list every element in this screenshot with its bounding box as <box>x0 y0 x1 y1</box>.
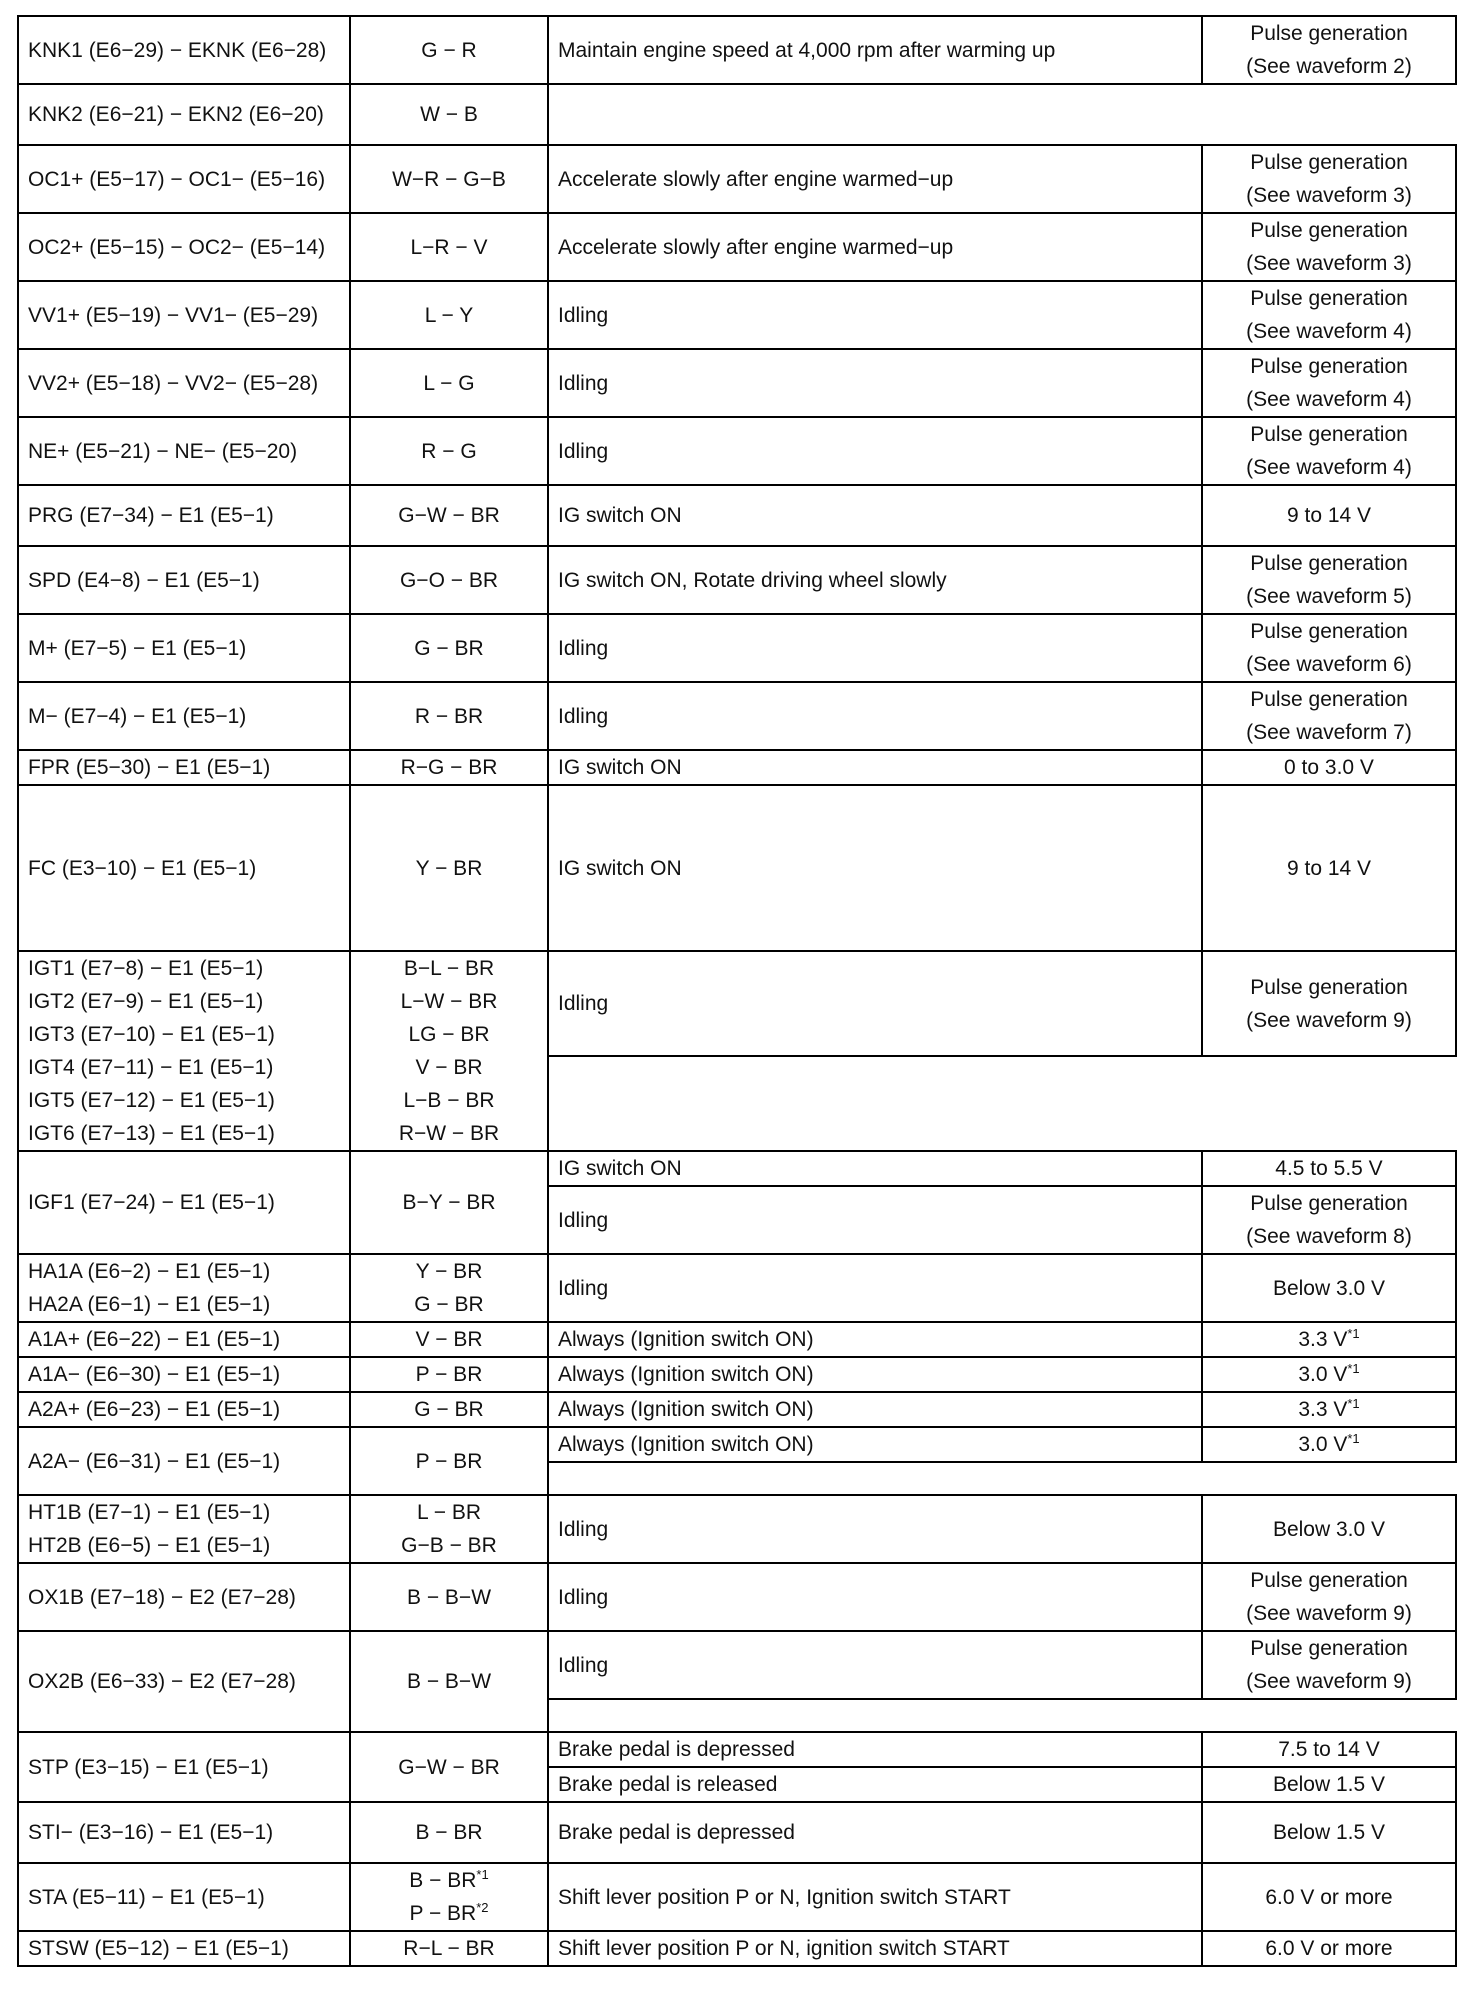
cell-line: B−Y − BR <box>402 1191 496 1214</box>
cell-line: IGT1 (E7−8) − E1 (E5−1) <box>28 957 264 980</box>
terminal-cell <box>18 1254 350 1322</box>
cell-line: R − G <box>421 439 477 463</box>
wiring-color-cell <box>350 485 548 546</box>
cell-line: (See waveform 4) <box>1246 388 1412 411</box>
cell-line: (See waveform 6) <box>1246 653 1412 676</box>
condition-cell: Brake pedal is released <box>548 1767 1202 1802</box>
wiring-color-cell <box>350 1495 548 1563</box>
cell-line: L−B − BR <box>403 1089 495 1112</box>
wiring-color-cell <box>350 281 548 349</box>
specified-condition-cell <box>1202 417 1456 485</box>
terminal-cell <box>18 1357 350 1392</box>
cell-line: Below 1.5 V <box>1272 1821 1386 1844</box>
cell-line: G−O − BR <box>399 568 499 592</box>
cell-line: Pulse generation <box>1250 151 1408 174</box>
table-row <box>18 1427 1456 1462</box>
table-row <box>18 1254 1456 1322</box>
cell-line: Pulse generation <box>1250 975 1408 999</box>
cell-line: P − BR <box>415 1449 483 1473</box>
cell-line: (See waveform 4) <box>1246 320 1412 343</box>
condition-cell: Always (Ignition switch ON) <box>548 1357 1202 1392</box>
condition-cell: IG switch ON <box>548 1151 1202 1186</box>
cell-line: Pulse generation <box>1250 423 1408 446</box>
cell-line: OC2+ (E5−15) − OC2− (E5−14) <box>28 235 326 259</box>
wiring-color-cell <box>350 213 548 281</box>
wiring-color-cell <box>350 546 548 614</box>
condition-cell: IG switch ON <box>548 750 1202 785</box>
cell-line: M+ (E7−5) − E1 (E5−1) <box>28 636 247 660</box>
cell-line: (See waveform 2) <box>1246 55 1412 78</box>
cell-line: L − Y <box>424 303 474 327</box>
condition-cell: Always (Ignition switch ON) <box>548 1427 1202 1462</box>
specified-condition-cell <box>1202 1732 1456 1767</box>
condition-cell: Idling <box>548 1495 1202 1563</box>
specified-condition-cell <box>1202 145 1456 213</box>
table-row <box>18 1732 1456 1767</box>
specified-condition-cell <box>1202 1254 1456 1322</box>
condition-cell: Idling <box>548 281 1202 349</box>
cell-line: $B - BR^{*1}$ <box>409 1867 489 1892</box>
condition-cell: Shift lever position P or N, Ignition switch START <box>548 1863 1202 1931</box>
cell-line: IGT3 (E7−10) − E1 (E5−1) <box>28 1023 275 1046</box>
cell-line: IGT4 (E7−11) − E1 (E5−1) <box>28 1056 274 1079</box>
condition-cell: Idling <box>548 951 1202 1056</box>
specified-condition-cell <box>1202 1186 1456 1254</box>
terminal-cell <box>18 546 350 614</box>
cell-line: KNK1 (E6−29) − EKNK (E6−28) <box>28 38 327 62</box>
condition-cell: Idling <box>548 1186 1202 1254</box>
wiring-color-cell <box>350 84 548 145</box>
cell-line: FPR (E5−30) − E1 (E5−1) <box>28 756 271 779</box>
table-row <box>18 1151 1456 1186</box>
cell-line: 7.5 to 14 V <box>1278 1738 1380 1761</box>
wiring-color-cell <box>350 1427 548 1495</box>
terminal-cell <box>18 485 350 546</box>
specified-condition-cell <box>1202 785 1456 951</box>
condition-cell: Brake pedal is depressed <box>548 1732 1202 1767</box>
cell-line: IGT2 (E7−9) − E1 (E5−1) <box>28 990 264 1013</box>
cell-line: Pulse generation <box>1250 1569 1408 1592</box>
cell-line: Pulse generation <box>1250 287 1408 310</box>
condition-cell: Idling <box>548 1563 1202 1631</box>
wiring-color-cell <box>350 417 548 485</box>
cell-line: 0 to 3.0 V <box>1284 756 1374 779</box>
cell-line: R−W − BR <box>398 1122 500 1145</box>
cell-line: STA (E5−11) − E1 (E5−1) <box>28 1885 265 1909</box>
cell-line: Y − BR <box>415 1260 483 1283</box>
footnote-marker: *1 <box>476 1867 489 1882</box>
footnote-marker: *1 <box>1347 1396 1360 1411</box>
wiring-color-cell <box>350 349 548 417</box>
specified-condition-cell <box>1202 281 1456 349</box>
cell-line: Pulse generation <box>1250 1192 1408 1215</box>
cell-line: NE+ (E5−21) − NE− (E5−20) <box>28 439 298 463</box>
cell-line: Pulse generation <box>1250 552 1408 575</box>
cell-line: (See waveform 3) <box>1246 184 1412 207</box>
cell-line: IGT5 (E7−12) − E1 (E5−1) <box>28 1089 275 1112</box>
cell-line: Below 3.0 V <box>1272 1517 1386 1541</box>
terminal-cell <box>18 682 350 750</box>
table-row <box>18 1631 1456 1699</box>
terminal-cell <box>18 281 350 349</box>
wiring-color-cell <box>350 16 548 84</box>
cell-line: R−G − BR <box>400 756 498 779</box>
specified-condition-cell <box>1202 1863 1456 1931</box>
specified-condition-cell <box>1202 682 1456 750</box>
terminal-spec-body <box>18 16 1456 1966</box>
specified-condition-cell <box>1202 1322 1456 1357</box>
table-row <box>18 417 1456 485</box>
cell-line: Pulse generation <box>1250 620 1408 643</box>
table-row <box>18 1322 1456 1357</box>
terminal-cell <box>18 84 350 145</box>
terminal-cell <box>18 1802 350 1863</box>
cell-line: A1A− (E6−30) − E1 (E5−1) <box>28 1363 281 1386</box>
cell-line: Below 1.5 V <box>1272 1773 1386 1796</box>
cell-line: Pulse generation <box>1250 355 1408 378</box>
cell-line: W − B <box>420 103 478 126</box>
cell-line: Y − BR <box>415 856 483 880</box>
table-row <box>18 349 1456 417</box>
table-row <box>18 1802 1456 1863</box>
wiring-color-cell <box>350 1931 548 1966</box>
cell-line: Below 3.0 V <box>1272 1276 1386 1300</box>
cell-line: G − BR <box>414 636 484 660</box>
cell-line: B − B−W <box>406 1585 492 1609</box>
specified-condition-cell <box>1202 349 1456 417</box>
table-row <box>18 16 1456 50</box>
wiring-color-cell <box>350 1322 548 1357</box>
cell-line: L−W − BR <box>400 990 498 1013</box>
condition-cell: IG switch ON <box>548 485 1202 546</box>
footnote-marker: *1 <box>1347 1361 1360 1376</box>
cell-line: Pulse generation <box>1250 219 1408 242</box>
specified-condition-cell <box>1202 1427 1456 1462</box>
terminal-cell <box>18 951 350 1151</box>
condition-cell: IG switch ON, Rotate driving wheel slowly <box>548 546 1202 614</box>
cell-line: OX1B (E7−18) − E2 (E7−28) <box>28 1585 296 1609</box>
condition-cell: Accelerate slowly after engine warmed−up <box>548 145 1202 213</box>
table-row <box>18 785 1456 951</box>
condition-cell: Idling <box>548 349 1202 417</box>
cell-line: FC (E3−10) − E1 (E5−1) <box>28 856 257 880</box>
cell-line: IGF1 (E7−24) − E1 (E5−1) <box>28 1191 275 1214</box>
cell-line: V − BR <box>415 1328 483 1351</box>
cell-line: A2A+ (E6−23) − E1 (E5−1) <box>28 1398 281 1421</box>
cell-line: G − BR <box>414 1398 484 1421</box>
cell-line: HA1A (E6−2) − E1 (E5−1) <box>28 1260 271 1283</box>
table-row <box>18 485 1456 546</box>
table-row <box>18 1392 1456 1427</box>
condition-cell: Always (Ignition switch ON) <box>548 1322 1202 1357</box>
footnote-marker: *2 <box>476 1900 489 1915</box>
wiring-color-cell <box>350 614 548 682</box>
wiring-color-cell <box>350 1631 548 1732</box>
cell-line: L − G <box>423 371 475 395</box>
specified-condition-cell <box>1202 213 1456 281</box>
table-row <box>18 682 1456 750</box>
terminal-cell <box>18 614 350 682</box>
cell-line: $P - BR^{*2}$ <box>409 1900 489 1925</box>
cell-line: Pulse generation <box>1250 688 1408 711</box>
wiring-color-cell <box>350 951 548 1151</box>
cell-line: KNK2 (E6−21) − EKN2 (E6−20) <box>28 103 324 126</box>
table-row <box>18 1863 1456 1931</box>
condition-cell: Idling <box>548 1631 1202 1699</box>
wiring-color-cell <box>350 1151 548 1254</box>
table-row <box>18 281 1456 349</box>
table-row <box>18 84 1456 145</box>
wiring-color-cell <box>350 1563 548 1631</box>
condition-cell: Idling <box>548 614 1202 682</box>
cell-line: STI− (E3−16) − E1 (E5−1) <box>28 1821 274 1844</box>
wiring-color-cell <box>350 1254 548 1322</box>
table-row <box>18 750 1456 785</box>
cell-line: L − BR <box>416 1501 481 1524</box>
terminal-spec-table <box>17 15 1457 1967</box>
wiring-color-cell <box>350 785 548 951</box>
condition-cell: Accelerate slowly after engine warmed−up <box>548 213 1202 281</box>
cell-line: 4.5 to 5.5 V <box>1275 1157 1383 1180</box>
terminal-cell <box>18 213 350 281</box>
terminal-cell <box>18 1322 350 1357</box>
terminal-cell <box>18 417 350 485</box>
table-row <box>18 213 1456 281</box>
wiring-color-cell <box>350 1392 548 1427</box>
cell-line: OX2B (E6−33) − E2 (E7−28) <box>28 1670 296 1693</box>
terminal-cell <box>18 1931 350 1966</box>
table-row <box>18 1495 1456 1563</box>
table-row <box>18 546 1456 614</box>
condition-cell: Maintain engine speed at 4,000 rpm after warming up <box>548 16 1202 84</box>
table-row <box>18 1357 1456 1392</box>
cell-line: B−L − BR <box>403 957 495 980</box>
cell-line: G − BR <box>414 1293 484 1316</box>
cell-line: (See waveform 8) <box>1246 1225 1412 1248</box>
wiring-color-cell <box>350 1802 548 1863</box>
specified-condition-cell <box>1202 1563 1456 1631</box>
cell-line: (See waveform 9) <box>1246 1670 1412 1693</box>
cell-line: 6.0 V or more <box>1265 1937 1393 1960</box>
cell-line: Pulse generation <box>1250 1637 1408 1660</box>
specified-condition-cell <box>1202 951 1456 1056</box>
cell-line: A2A− (E6−31) − E1 (E5−1) <box>28 1449 281 1473</box>
wiring-color-cell <box>350 1357 548 1392</box>
cell-line: (See waveform 5) <box>1246 585 1412 608</box>
cell-line: L−R − V <box>410 235 488 259</box>
cell-line: V − BR <box>415 1056 483 1079</box>
wiring-color-cell <box>350 750 548 785</box>
specified-condition-cell <box>1202 1357 1456 1392</box>
cell-line: (See waveform 4) <box>1246 456 1412 479</box>
cell-line: 3.0 $V^{*1}$ <box>1298 1431 1360 1456</box>
cell-line: (See waveform 7) <box>1246 721 1412 744</box>
specified-condition-cell <box>1202 750 1456 785</box>
cell-line: STP (E3−15) − E1 (E5−1) <box>28 1755 269 1779</box>
specified-condition-cell <box>1202 1931 1456 1966</box>
cell-line: VV2+ (E5−18) − VV2− (E5−28) <box>28 371 319 395</box>
table-row <box>18 1563 1456 1631</box>
terminal-cell <box>18 1631 350 1732</box>
cell-line: HA2A (E6−1) − E1 (E5−1) <box>28 1293 271 1316</box>
cell-line: Pulse generation <box>1250 22 1408 45</box>
terminal-cell <box>18 16 350 84</box>
cell-line: B − B−W <box>406 1670 492 1693</box>
cell-line: SPD (E4−8) − E1 (E5−1) <box>28 568 260 592</box>
cell-line: 3.3 $V^{*1}$ <box>1298 1326 1360 1351</box>
terminal-cell <box>18 1732 350 1802</box>
condition-cell: Idling <box>548 682 1202 750</box>
wiring-color-cell <box>350 682 548 750</box>
cell-line: W−R − G−B <box>392 167 506 191</box>
condition-cell: IG switch ON <box>548 785 1202 951</box>
cell-line: G−B − BR <box>401 1534 497 1557</box>
cell-line: R−L − BR <box>403 1937 495 1960</box>
terminal-cell <box>18 1392 350 1427</box>
terminal-cell <box>18 1495 350 1563</box>
terminal-cell <box>18 785 350 951</box>
cell-line: 6.0 V or more <box>1265 1885 1393 1909</box>
cell-line: P − BR <box>415 1363 483 1386</box>
cell-line: (See waveform 9) <box>1246 1008 1412 1032</box>
condition-cell: Brake pedal is depressed <box>548 1802 1202 1863</box>
table-row <box>18 614 1456 682</box>
cell-line: G−W − BR <box>398 1755 500 1779</box>
terminal-cell <box>18 145 350 213</box>
terminal-cell <box>18 1151 350 1254</box>
table-row <box>18 951 1456 1056</box>
condition-cell: Always (Ignition switch ON) <box>548 1392 1202 1427</box>
condition-cell: Idling <box>548 417 1202 485</box>
specified-condition-cell <box>1202 1151 1456 1186</box>
cell-line: B − BR <box>415 1821 483 1844</box>
cell-line: 9 to 14 V <box>1286 856 1372 880</box>
specified-condition-cell <box>1202 1802 1456 1863</box>
cell-line: IGT6 (E7−13) − E1 (E5−1) <box>28 1122 275 1145</box>
specified-condition-cell <box>1202 1767 1456 1802</box>
terminal-cell <box>18 750 350 785</box>
condition-cell: Shift lever position P or N, ignition switch START <box>548 1931 1202 1966</box>
footnote-marker: *1 <box>1347 1326 1360 1341</box>
cell-line: M− (E7−4) − E1 (E5−1) <box>28 704 247 728</box>
condition-cell: Idling <box>548 1254 1202 1322</box>
footnote-marker: *1 <box>1347 1431 1360 1446</box>
table-row <box>18 145 1456 213</box>
specified-condition-cell <box>1202 1631 1456 1699</box>
specified-condition-cell <box>1202 16 1456 84</box>
terminal-cell <box>18 1427 350 1495</box>
wiring-color-cell <box>350 1863 548 1931</box>
cell-line: 9 to 14 V <box>1286 504 1372 527</box>
terminal-cell <box>18 1563 350 1631</box>
cell-line: OC1+ (E5−17) − OC1− (E5−16) <box>28 167 326 191</box>
cell-line: (See waveform 9) <box>1246 1602 1412 1625</box>
cell-line: LG − BR <box>408 1023 490 1046</box>
wiring-color-cell <box>350 145 548 213</box>
specified-condition-cell <box>1202 485 1456 546</box>
specified-condition-cell <box>1202 1495 1456 1563</box>
cell-line: A1A+ (E6−22) − E1 (E5−1) <box>28 1328 281 1351</box>
specified-condition-cell <box>1202 614 1456 682</box>
cell-line: 3.0 $V^{*1}$ <box>1298 1361 1360 1386</box>
wiring-color-cell <box>350 1732 548 1802</box>
specified-condition-cell <box>1202 1392 1456 1427</box>
specified-condition-cell <box>1202 546 1456 614</box>
cell-line: PRG (E7−34) − E1 (E5−1) <box>28 504 274 527</box>
cell-line: 3.3 $V^{*1}$ <box>1298 1396 1360 1421</box>
cell-line: VV1+ (E5−19) − VV1− (E5−29) <box>28 303 319 327</box>
terminal-cell <box>18 349 350 417</box>
table-row <box>18 1931 1456 1966</box>
cell-line: STSW (E5−12) − E1 (E5−1) <box>28 1937 289 1960</box>
cell-line: G−W − BR <box>398 504 500 527</box>
cell-line: HT2B (E6−5) − E1 (E5−1) <box>28 1534 271 1557</box>
cell-line: R − BR <box>414 704 484 728</box>
terminal-cell <box>18 1863 350 1931</box>
cell-line: HT1B (E7−1) − E1 (E5−1) <box>28 1501 271 1524</box>
cell-line: (See waveform 3) <box>1246 252 1412 275</box>
cell-line: G − R <box>421 38 477 62</box>
